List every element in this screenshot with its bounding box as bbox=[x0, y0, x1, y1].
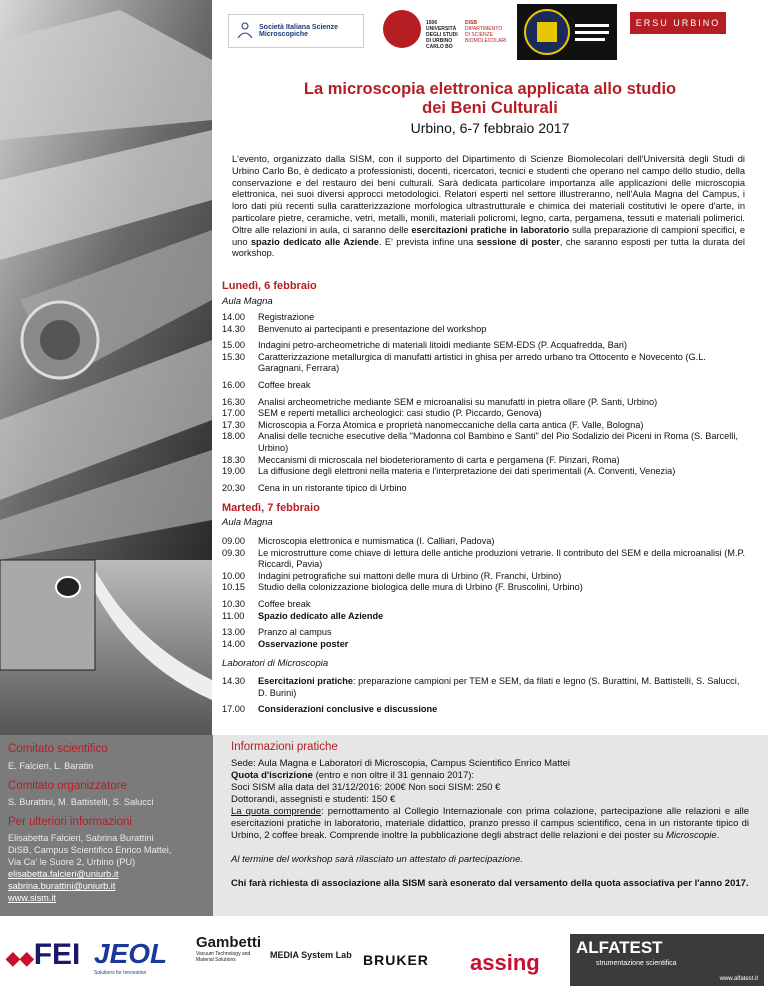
practical-info-panel bbox=[213, 735, 768, 916]
sponsors-bar bbox=[0, 916, 768, 994]
day1-session-text: Registrazione bbox=[258, 312, 315, 322]
day1-session-time: 14.30 bbox=[222, 323, 245, 334]
day1-session-item bbox=[222, 324, 747, 336]
day1-session-time: 14.00 bbox=[222, 312, 245, 322]
day1-session-time: 16.00 bbox=[222, 379, 245, 390]
day1-session-time: 20.30 bbox=[222, 482, 245, 493]
day1-session-time: 16.30 bbox=[222, 396, 245, 407]
sism-logo bbox=[228, 14, 364, 48]
uniurb-seal-icon bbox=[383, 10, 421, 48]
day1-session-text: La diffusione degli elettroni nella materia e l'interpretazione dei dati sperimentali (A. Conventi, Venezia) bbox=[258, 466, 676, 477]
day2-session-time: 11.00 bbox=[222, 610, 245, 621]
organizing-committee-title: Comitato organizzatore bbox=[8, 780, 127, 792]
day2-session-item bbox=[222, 536, 747, 548]
assing-logo: assing bbox=[470, 950, 540, 975]
day2-session-time: 09.30 bbox=[222, 547, 245, 558]
day1-session-item bbox=[222, 340, 747, 352]
day1-session-text: Meccanismi di microscala nel biodeterioramento di carta e pergamena (F. Pinzari, Roma) bbox=[258, 454, 620, 465]
day2-program bbox=[222, 536, 747, 650]
closing-session: 17.00 Considerazioni conclusive e discussione bbox=[222, 704, 438, 714]
email-link-burattini[interactable]: sabrina.burattini@uniurb.it bbox=[8, 881, 116, 891]
day1-program bbox=[222, 312, 747, 494]
day2-session-item bbox=[222, 599, 747, 611]
day1-session-time: 18.30 bbox=[222, 454, 245, 465]
uniurb-logo bbox=[383, 8, 507, 52]
scientific-committee-title: Comitato scientifico bbox=[8, 743, 108, 755]
day1-session-time: 15.30 bbox=[222, 351, 245, 362]
day2-session-time: 10.15 bbox=[222, 582, 245, 593]
scientific-committee-names: E. Falcieri, L. Baratin bbox=[8, 761, 94, 771]
practical-info-body: Sede: Aula Magna e Laboratori di Microscopia, Campus Scientifico Enrico Mattei Quota d'iscrizione (entro e non oltre il 31 gennaio 2017): Soci SISM alla data del 31/12/2016: 200€ Non soci SISM: 250 € Dottorandi, assegnisti e studenti: 150 € La quota comprende: pernottamento al Collegio Internazionale con prima colazione, partecipazione alle relazioni e alle esercitazioni pratiche in laboratorio, materiale didattico, pranzo presso il campus scientifico, cena in un ristorante tipico di Urbino, 2 coffee break. Comprende inoltre la pubblicazione degli abstract delle relazioni e dei poster su Microscopie. Al termine del workshop sarà rilasciato un attestato di partecipazione. Chi farà richiesta di associazione alla SISM sarà esonerato dal versamento della quota associativa per l'anno 2017. bbox=[231, 758, 750, 889]
day2-session-text: Pranzo al campus bbox=[258, 627, 332, 638]
day2-session-item bbox=[222, 548, 747, 571]
organizing-committee-names: S. Burattini, M. Battistelli, S. Salucci bbox=[8, 797, 154, 807]
day2-session-text: Spazio dedicato alle Aziende bbox=[258, 610, 384, 621]
day1-session-time: 18.00 bbox=[222, 431, 245, 442]
day2-session-item bbox=[222, 571, 747, 583]
day1-session-text: Coffee break bbox=[258, 379, 311, 390]
contact-title: Per ulteriori informazioni bbox=[8, 816, 132, 828]
day2-venue: Aula Magna bbox=[222, 517, 273, 528]
disb-logo-text: DiSB DIPARTIMENTO DI SCIENZE BIOMOLECOLARI bbox=[465, 20, 507, 44]
lab-venue: Laboratori di Microscopia bbox=[222, 658, 329, 669]
day1-session-item bbox=[222, 397, 747, 409]
day1-session-item bbox=[222, 352, 747, 375]
day2-session-text: Indagini petrografiche sui mattoni delle mura di Urbino (R. Franchi, Urbino) bbox=[258, 570, 562, 581]
intro-paragraph: L'evento, organizzato dalla SISM, con il supporto del Dipartimento di Scienze Biomolecolari dell'Università degli Studi di Urbino Carlo Bo, è dedicato a professionisti, docenti, ricercatori, tecnici e studenti che operano nel campo dello studio, della conservazione e del restauro dei beni culturali. Sarà dedicata particolare importanza alle applicazioni delle microscopia elettronica, nei suoi diversi approcci metodologici. Relatori esperti nel settore illustreranno, nell'Aula Magna del Campus, i loro dati più recenti sulla caratterizzazione morfologica ultrastrutturale e chimica dei materiali costitutivi le opere d'arte, in particolare pietre, ceramiche, vetri, metalli, monili, materiali policromi, legno, carta, pergamena, tessuti e materiali polimerici. Oltre alle relazioni in aula, ci saranno delle esercitazioni pratiche in laboratorio sulla preparazione di campioni specifici, e uno spazio dedicato alle Aziende. E' prevista infine una sessione di poster, che saranno esposti per tutta la durata del workshop. bbox=[232, 154, 746, 259]
jeol-logo: JEOL Solutions for Innovation bbox=[94, 938, 168, 976]
day2-session-item bbox=[222, 627, 747, 639]
bruker-logo: BRUKER bbox=[363, 952, 429, 968]
day2-session-time: 14.00 bbox=[222, 638, 245, 649]
day1-session-time: 19.00 bbox=[222, 466, 245, 477]
page-title: La microscopia elettronica applicata allo studio dei Beni Culturali bbox=[303, 80, 677, 117]
day1-session-time: 15.00 bbox=[222, 340, 245, 351]
event-date: Urbino, 6-7 febbraio 2017 bbox=[410, 120, 570, 136]
lab-session: 14.30 Esercitazioni pratiche: preparazione campioni per TEM e SEM, da filati e legno (S. Burattini, M. Battistelli, S. Salucci, D. Burini) bbox=[222, 676, 740, 698]
gambetti-logo: Gambetti Vacuum Technology and Material Solutions bbox=[196, 934, 262, 963]
day2-session-text: Le microstrutture come chiave di lettura delle antiche produzioni vetrarie. Il contributo del SEM e della microanalisi (M.P. Riccardi, Pavia) bbox=[258, 547, 745, 570]
committees-panel bbox=[0, 735, 213, 916]
day1-session-text: Cena in un ristorante tipico di Urbino bbox=[258, 482, 407, 493]
day1-session-item bbox=[222, 408, 747, 420]
day1-session-time: 17.30 bbox=[222, 419, 245, 430]
sism-emblem-icon bbox=[235, 20, 255, 42]
day1-title: Lunedì, 6 febbraio bbox=[222, 280, 317, 292]
day1-session-text: Microscopia a Forza Atomica e proprietà nanomeccaniche della carta antica (F. Valle, Bologna) bbox=[258, 419, 644, 430]
day2-session-text: Studio della colonizzazione biologica delle mura di Urbino (F. Bruscolini, Urbino) bbox=[258, 582, 583, 593]
contact-details: Elisabetta Falcieri, Sabrina Burattini DiSB, Campus Scientifico Enrico Mattei, Via Ca' le Suore 2, Urbino (PU) elisabetta.falcieri@uniurb.it sabrina.burattini@uniurb.it www.sism.it bbox=[8, 833, 172, 903]
day2-session-text: Microscopia elettronica e numismatica (I. Calliari, Padova) bbox=[258, 536, 495, 546]
uniurb-logo-text: 1506 UNIVERSITÀ DEGLI STUDI DI URBINO CARLO BO bbox=[426, 20, 458, 50]
media-system-lab-logo: MEDIA System Lab bbox=[270, 950, 352, 960]
day1-session-text: Analisi delle tecniche esecutive della "Madonna col Bambino e Santi" del Pio Sodalizio dei Piceni in Roma (S. Barcelli, Urbino) bbox=[258, 431, 738, 453]
day2-session-item bbox=[222, 611, 747, 623]
day2-session-time: 10.30 bbox=[222, 598, 245, 609]
day1-session-text: SEM e reperti metallici archeologici: casi studio (P. Piccardo, Genova) bbox=[258, 408, 542, 419]
day1-session-item bbox=[222, 431, 747, 454]
day1-session-item bbox=[222, 312, 747, 324]
fei-logo: ◆◆FEI bbox=[6, 938, 81, 971]
day1-session-item bbox=[222, 380, 747, 392]
day1-session-text: Indagini petro-archeometriche di materiali litoidi mediante SEM-EDS (P. Acquafredda, Bari) bbox=[258, 340, 628, 351]
day1-session-time: 17.00 bbox=[222, 408, 245, 419]
day2-session-text: Coffee break bbox=[258, 598, 311, 609]
microscopy-lab-logo bbox=[517, 4, 617, 60]
day2-session-time: 13.00 bbox=[222, 627, 245, 638]
sem-image-strip bbox=[0, 0, 212, 735]
day1-session-item bbox=[222, 420, 747, 432]
practical-info-title: Informazioni pratiche bbox=[231, 741, 338, 753]
day2-session-time: 09.00 bbox=[222, 536, 245, 546]
day2-title: Martedì, 7 febbraio bbox=[222, 502, 320, 514]
day2-session-time: 10.00 bbox=[222, 570, 245, 581]
day1-session-item bbox=[222, 455, 747, 467]
day1-session-text: Caratterizzazione metallurgica di manufatti artistici in ghisa per arredo urbano tra Ottocento e Novecento (G.L. Garagnani, Ferrara) bbox=[258, 351, 706, 374]
day1-session-text: Analisi archeometriche mediante SEM e microanalisi su manufatti in pietra ollare (P. Santi, Urbino) bbox=[258, 396, 658, 407]
day2-session-item bbox=[222, 639, 747, 651]
day1-session-item bbox=[222, 483, 747, 495]
day1-session-text: Benvenuto ai partecipanti e presentazione del workshop bbox=[258, 323, 487, 334]
sism-logo-text: Società Italiana Scienze Microscopiche bbox=[259, 24, 338, 38]
alfatest-logo: ALFATEST strumentazione scientifica www.alfatest.it bbox=[570, 934, 764, 986]
day2-session-item bbox=[222, 582, 747, 594]
email-link-falcieri[interactable]: elisabetta.falcieri@uniurb.it bbox=[8, 869, 119, 879]
day2-session-text: Osservazione poster bbox=[258, 638, 349, 649]
website-link-sism[interactable]: www.sism.it bbox=[8, 893, 56, 903]
day1-venue: Aula Magna bbox=[222, 296, 273, 307]
ersu-logo: ERSU URBINO bbox=[630, 12, 726, 34]
day1-session-item bbox=[222, 466, 747, 478]
